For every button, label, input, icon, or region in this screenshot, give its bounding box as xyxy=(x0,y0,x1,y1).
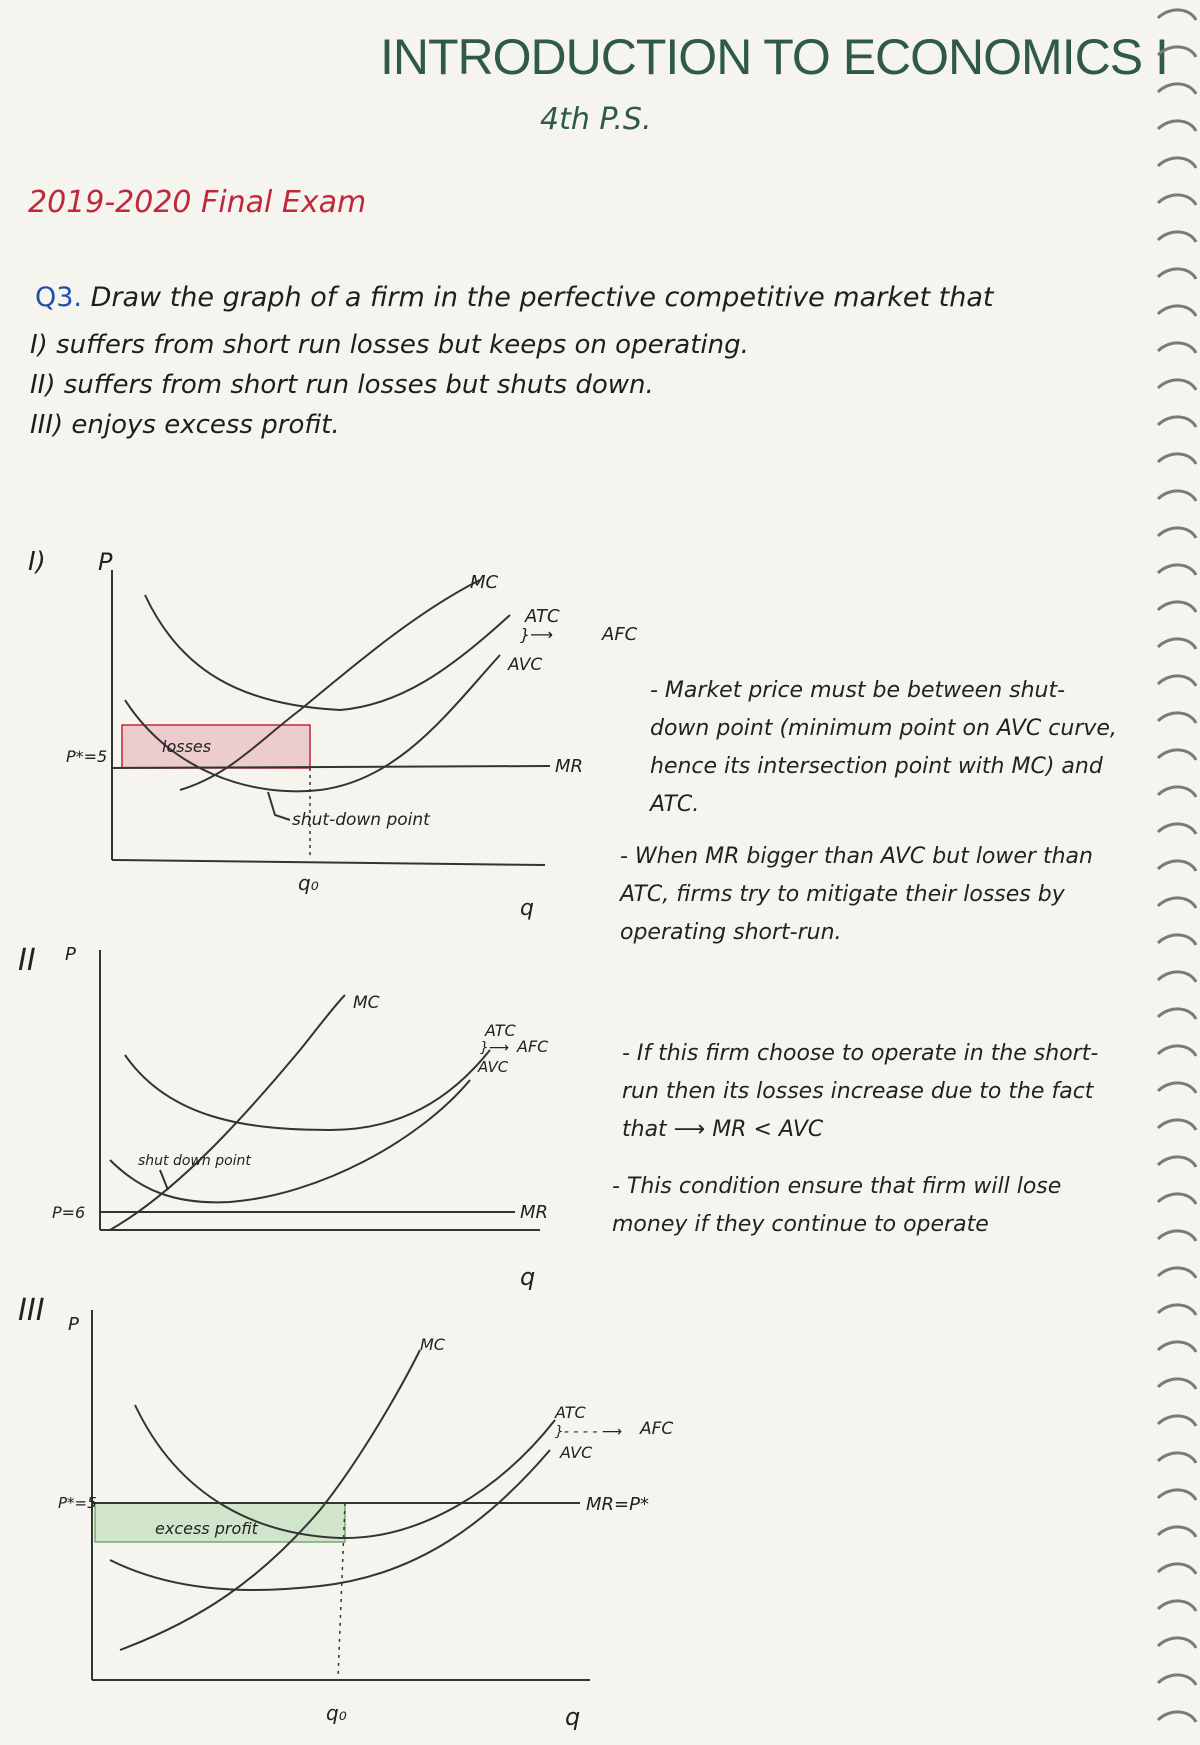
spiral-coil xyxy=(1158,417,1196,427)
graph-3 xyxy=(0,1290,700,1730)
spiral-coil xyxy=(1158,972,1196,982)
spiral-binding xyxy=(1150,0,1200,1745)
spiral-coil xyxy=(1158,1305,1196,1315)
spiral-coil xyxy=(1158,1712,1196,1722)
graph-3-price-label: P*=5 xyxy=(58,1494,97,1512)
spiral-coil xyxy=(1158,1564,1196,1574)
spiral-coil xyxy=(1158,1638,1196,1648)
spiral-coil xyxy=(1158,787,1196,797)
graph-1-price-label: P*=5 xyxy=(66,747,108,766)
question-text: Draw the graph of a firm in the perfective competitive market that xyxy=(90,282,994,313)
page-subtitle: 4th P.S. xyxy=(540,102,652,137)
spiral-coil xyxy=(1158,1601,1196,1611)
spiral-coil xyxy=(1158,861,1196,871)
spiral-coil xyxy=(1158,750,1196,760)
spiral-coil xyxy=(1158,1490,1196,1500)
spiral-coil xyxy=(1158,1046,1196,1056)
graph-2-note-1: - If this firm choose to operate in the short-run then its losses increase due to the fact that ⟶ MR < AVC xyxy=(622,1041,1099,1142)
spiral-coil xyxy=(1158,454,1196,464)
spiral-coil xyxy=(1158,306,1196,316)
graph-2 xyxy=(0,940,600,1300)
graph-1 xyxy=(0,540,660,930)
graph-1-atc-curve xyxy=(145,595,510,710)
spiral-coil xyxy=(1158,158,1196,168)
graph-3-afc-label: AFC xyxy=(640,1419,674,1439)
spiral-coil xyxy=(1158,639,1196,649)
question-part-1: I) suffers from short run losses but keeps on operating. xyxy=(30,330,749,360)
graph-3-brace: }- - - - ⟶ xyxy=(555,1424,622,1440)
graph-2-mc-curve xyxy=(110,995,345,1230)
graph-1-avc-curve xyxy=(125,655,500,791)
graph-3-label: III xyxy=(18,1293,45,1328)
graph-2-p-axis-label: P xyxy=(65,944,76,965)
spiral-coil xyxy=(1158,1009,1196,1019)
spiral-coil xyxy=(1158,1083,1196,1093)
spiral-coil xyxy=(1158,491,1196,501)
graph-2-label: II xyxy=(18,943,36,978)
graph-3-atc-label: ATC xyxy=(555,1403,586,1422)
graph-3-mc-curve xyxy=(120,1350,420,1650)
spiral-coil xyxy=(1158,1675,1196,1685)
spiral-coil xyxy=(1158,84,1196,94)
graph-3-q0-label: q₀ xyxy=(326,1701,347,1725)
graph-1-q-axis-label: q xyxy=(520,896,534,921)
spiral-coil xyxy=(1158,269,1196,279)
graph-2-note-2: - This condition ensure that firm will lose money if they continue to operate xyxy=(612,1174,1062,1237)
graph-1-q0-label: q₀ xyxy=(298,871,319,895)
graph-2-atc-curve xyxy=(125,1050,490,1130)
spiral-coil xyxy=(1158,380,1196,390)
spiral-coil xyxy=(1158,824,1196,834)
graph-2-shutdown-arrow xyxy=(160,1170,168,1190)
question-part-3: III) enjoys excess profit. xyxy=(30,410,340,440)
graph-2-atc-label: ATC xyxy=(485,1021,516,1040)
page-title: INTRODUCTION TO ECONOMICS I xyxy=(380,29,1168,85)
spiral-coil xyxy=(1158,195,1196,205)
graph-1-losses-label: losses xyxy=(162,737,212,756)
question-line xyxy=(35,282,994,313)
graph-1-mc-label: MC xyxy=(470,572,499,593)
graph-3-profit-label: excess profit xyxy=(155,1519,258,1538)
graph-2-shutdown-label: shut down point xyxy=(138,1153,251,1169)
graph-3-q-axis-label: q xyxy=(565,1703,581,1730)
spiral-coil xyxy=(1158,232,1196,242)
spiral-coil xyxy=(1158,935,1196,945)
spiral-coil xyxy=(1158,898,1196,908)
question-number: Q3. xyxy=(35,282,83,313)
graph-2-mr-label: MR xyxy=(520,1202,549,1223)
graph-3-mr-label: MR=P* xyxy=(586,1494,649,1515)
graph-1-p-axis-label: P xyxy=(98,548,113,576)
spiral-coil xyxy=(1158,47,1196,57)
graph-1-atc-label: ATC xyxy=(525,606,560,627)
graph-2-avc-label: AVC xyxy=(478,1058,509,1076)
spiral-coil xyxy=(1158,1120,1196,1130)
spiral-coil xyxy=(1158,121,1196,131)
graph-1-label: I) xyxy=(28,547,46,577)
graph-2-avc-curve xyxy=(110,1080,470,1202)
question-part-2: II) suffers from short run losses but shuts down. xyxy=(30,370,654,400)
graph-3-mc-label: MC xyxy=(420,1335,445,1354)
spiral-coil xyxy=(1158,528,1196,538)
spiral-coil xyxy=(1158,1379,1196,1389)
graph-2-mc-label: MC xyxy=(353,993,380,1013)
graph-1-brace: }⟶ xyxy=(520,625,554,644)
graph-2-afc-label: AFC xyxy=(517,1037,549,1056)
graph-3-avc-label: AVC xyxy=(560,1443,593,1462)
graph-1-mr-label: MR xyxy=(555,756,584,777)
spiral-coil xyxy=(1158,1342,1196,1352)
graph-1-note-1: - Market price must be between shut-down point (minimum point on AVC curve, hence its intersection point with MC) and ATC. xyxy=(650,678,1117,817)
spiral-coil xyxy=(1158,1231,1196,1241)
graph-1-note-2: - When MR bigger than AVC but lower than ATC, firms try to mitigate their losses by operating short-run. xyxy=(620,844,1093,945)
graph-3-p-axis-label: P xyxy=(68,1314,79,1335)
spiral-coil xyxy=(1158,713,1196,723)
spiral-coil xyxy=(1158,1527,1196,1537)
spiral-coil xyxy=(1158,1416,1196,1426)
spiral-coil xyxy=(1158,1157,1196,1167)
graph-1-shutdown-label: shut-down point xyxy=(292,810,430,830)
graph-2-price-label: P=6 xyxy=(52,1203,86,1222)
exam-heading: 2019-2020 Final Exam xyxy=(28,185,367,220)
spiral-coil xyxy=(1158,565,1196,575)
spiral-coil xyxy=(1158,676,1196,686)
spiral-coil xyxy=(1158,343,1196,353)
graph-1-avc-label: AVC xyxy=(508,655,543,675)
graph-1-afc-label: AFC xyxy=(602,624,638,645)
spiral-coil xyxy=(1158,602,1196,612)
spiral-coil xyxy=(1158,1453,1196,1463)
spiral-coil xyxy=(1158,1194,1196,1204)
spiral-coil xyxy=(1158,1268,1196,1278)
graph-2-brace: }⟶ xyxy=(480,1040,509,1056)
graph-1-shutdown-arrow xyxy=(268,792,290,820)
graph-1-x-axis xyxy=(112,860,545,865)
graph-2-q-axis-label: q xyxy=(520,1263,536,1291)
spiral-coil xyxy=(1158,10,1196,20)
